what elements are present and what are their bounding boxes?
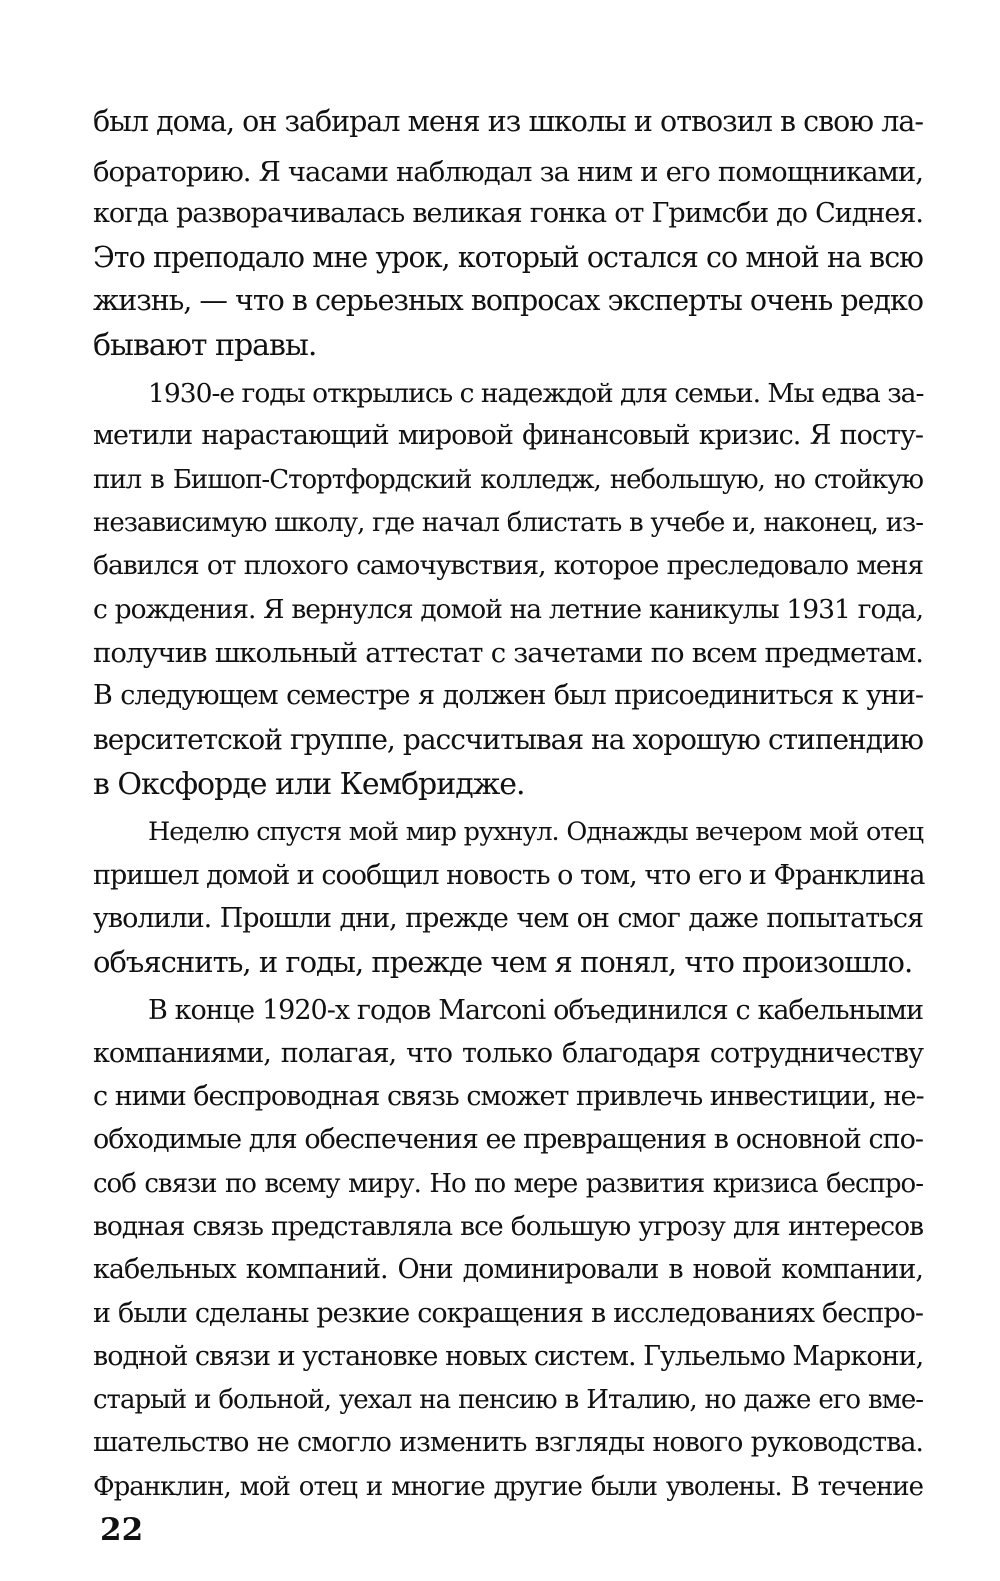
page-number: 22 (100, 1512, 144, 1548)
text-line-27: кабельных компаний. Они доминировали в новой компании, (93, 1254, 923, 1285)
text-line-17: Неделю спустя мой мир рухнул. Однажды вечером мой отец (148, 817, 923, 847)
text-line-28: и были сделаны резкие сокращения в исследованиях беспро- (93, 1298, 923, 1329)
text-line-1: был дома, он забирал меня из школы и отвозил в свою ла- (93, 105, 923, 138)
text-line-12: с рождения. Я вернулся домой на летние каникулы 1931 года, (93, 594, 923, 625)
text-line-6: бывают правы. (93, 328, 317, 363)
text-line-26: водная связь представляла все большую угрозу для интересов (93, 1211, 923, 1242)
text-line-8: метили нарастающий мировой финансовый кризис. Я посту- (93, 420, 923, 451)
text-line-21: В конце 1920-х годов Marconi объединился с кабельными (148, 995, 923, 1026)
text-line-10: независимую школу, где начал блистать в учебе и, наконец, из- (93, 508, 923, 538)
text-line-9: пил в Бишоп-Стортфордский колледж, небольшую, но стойкую (93, 465, 923, 495)
text-line-5: жизнь, — что в серьезных вопросах эксперты очень редко (93, 284, 923, 317)
text-line-19: уволили. Прошли дни, прежде чем он смог даже попытаться (93, 903, 923, 934)
text-line-29: водной связи и установке новых систем. Гульельмо Маркони, (93, 1341, 924, 1372)
text-line-7: 1930-е годы открылись с надеждой для семьи. Мы едва за- (148, 378, 924, 409)
text-line-18: пришел домой и сообщил новость о том, что его и Франклина (93, 860, 925, 891)
text-line-15: верситетской группе, рассчитывая на хорошую стипендию (93, 723, 923, 756)
text-line-30: старый и больной, уехал на пенсию в Италию, но даже его вме- (93, 1385, 923, 1415)
text-line-20: объяснить, и годы, прежде чем я понял, что произошло. (93, 945, 913, 979)
text-line-14: В следующем семестре я должен был присоединиться к уни- (93, 680, 923, 711)
text-line-32: Франклин, мой отец и многие другие были уволены. В течение (93, 1472, 923, 1502)
text-line-24: обходимые для обеспечения ее превращения в основной спо- (93, 1124, 923, 1155)
text-line-2: бораторию. Я часами наблюдал за ним и его помощниками, (93, 156, 923, 188)
text-line-23: с ними беспроводная связь сможет привлечь инвестиции, не- (93, 1081, 924, 1112)
text-line-4: Это преподало мне урок, который остался со мной на всю (93, 241, 923, 274)
text-line-11: бавился от плохого самочувствия, которое преследовало меня (93, 550, 923, 581)
text-line-16: в Оксфорде или Кембридже. (93, 767, 525, 802)
text-line-22: компаниями, полагая, что только благодаря сотрудничеству (93, 1038, 923, 1069)
text-line-13: получив школьный аттестат с зачетами по всем предметам. (93, 637, 923, 669)
text-line-25: соб связи по всему миру. Но по мере развития кризиса беспро- (93, 1169, 923, 1199)
text-line-3: когда разворачивалась великая гонка от Гримсби до Сиднея. (93, 198, 923, 229)
text-line-31: шательство не смогло изменить взгляды нового руководства. (93, 1427, 923, 1458)
